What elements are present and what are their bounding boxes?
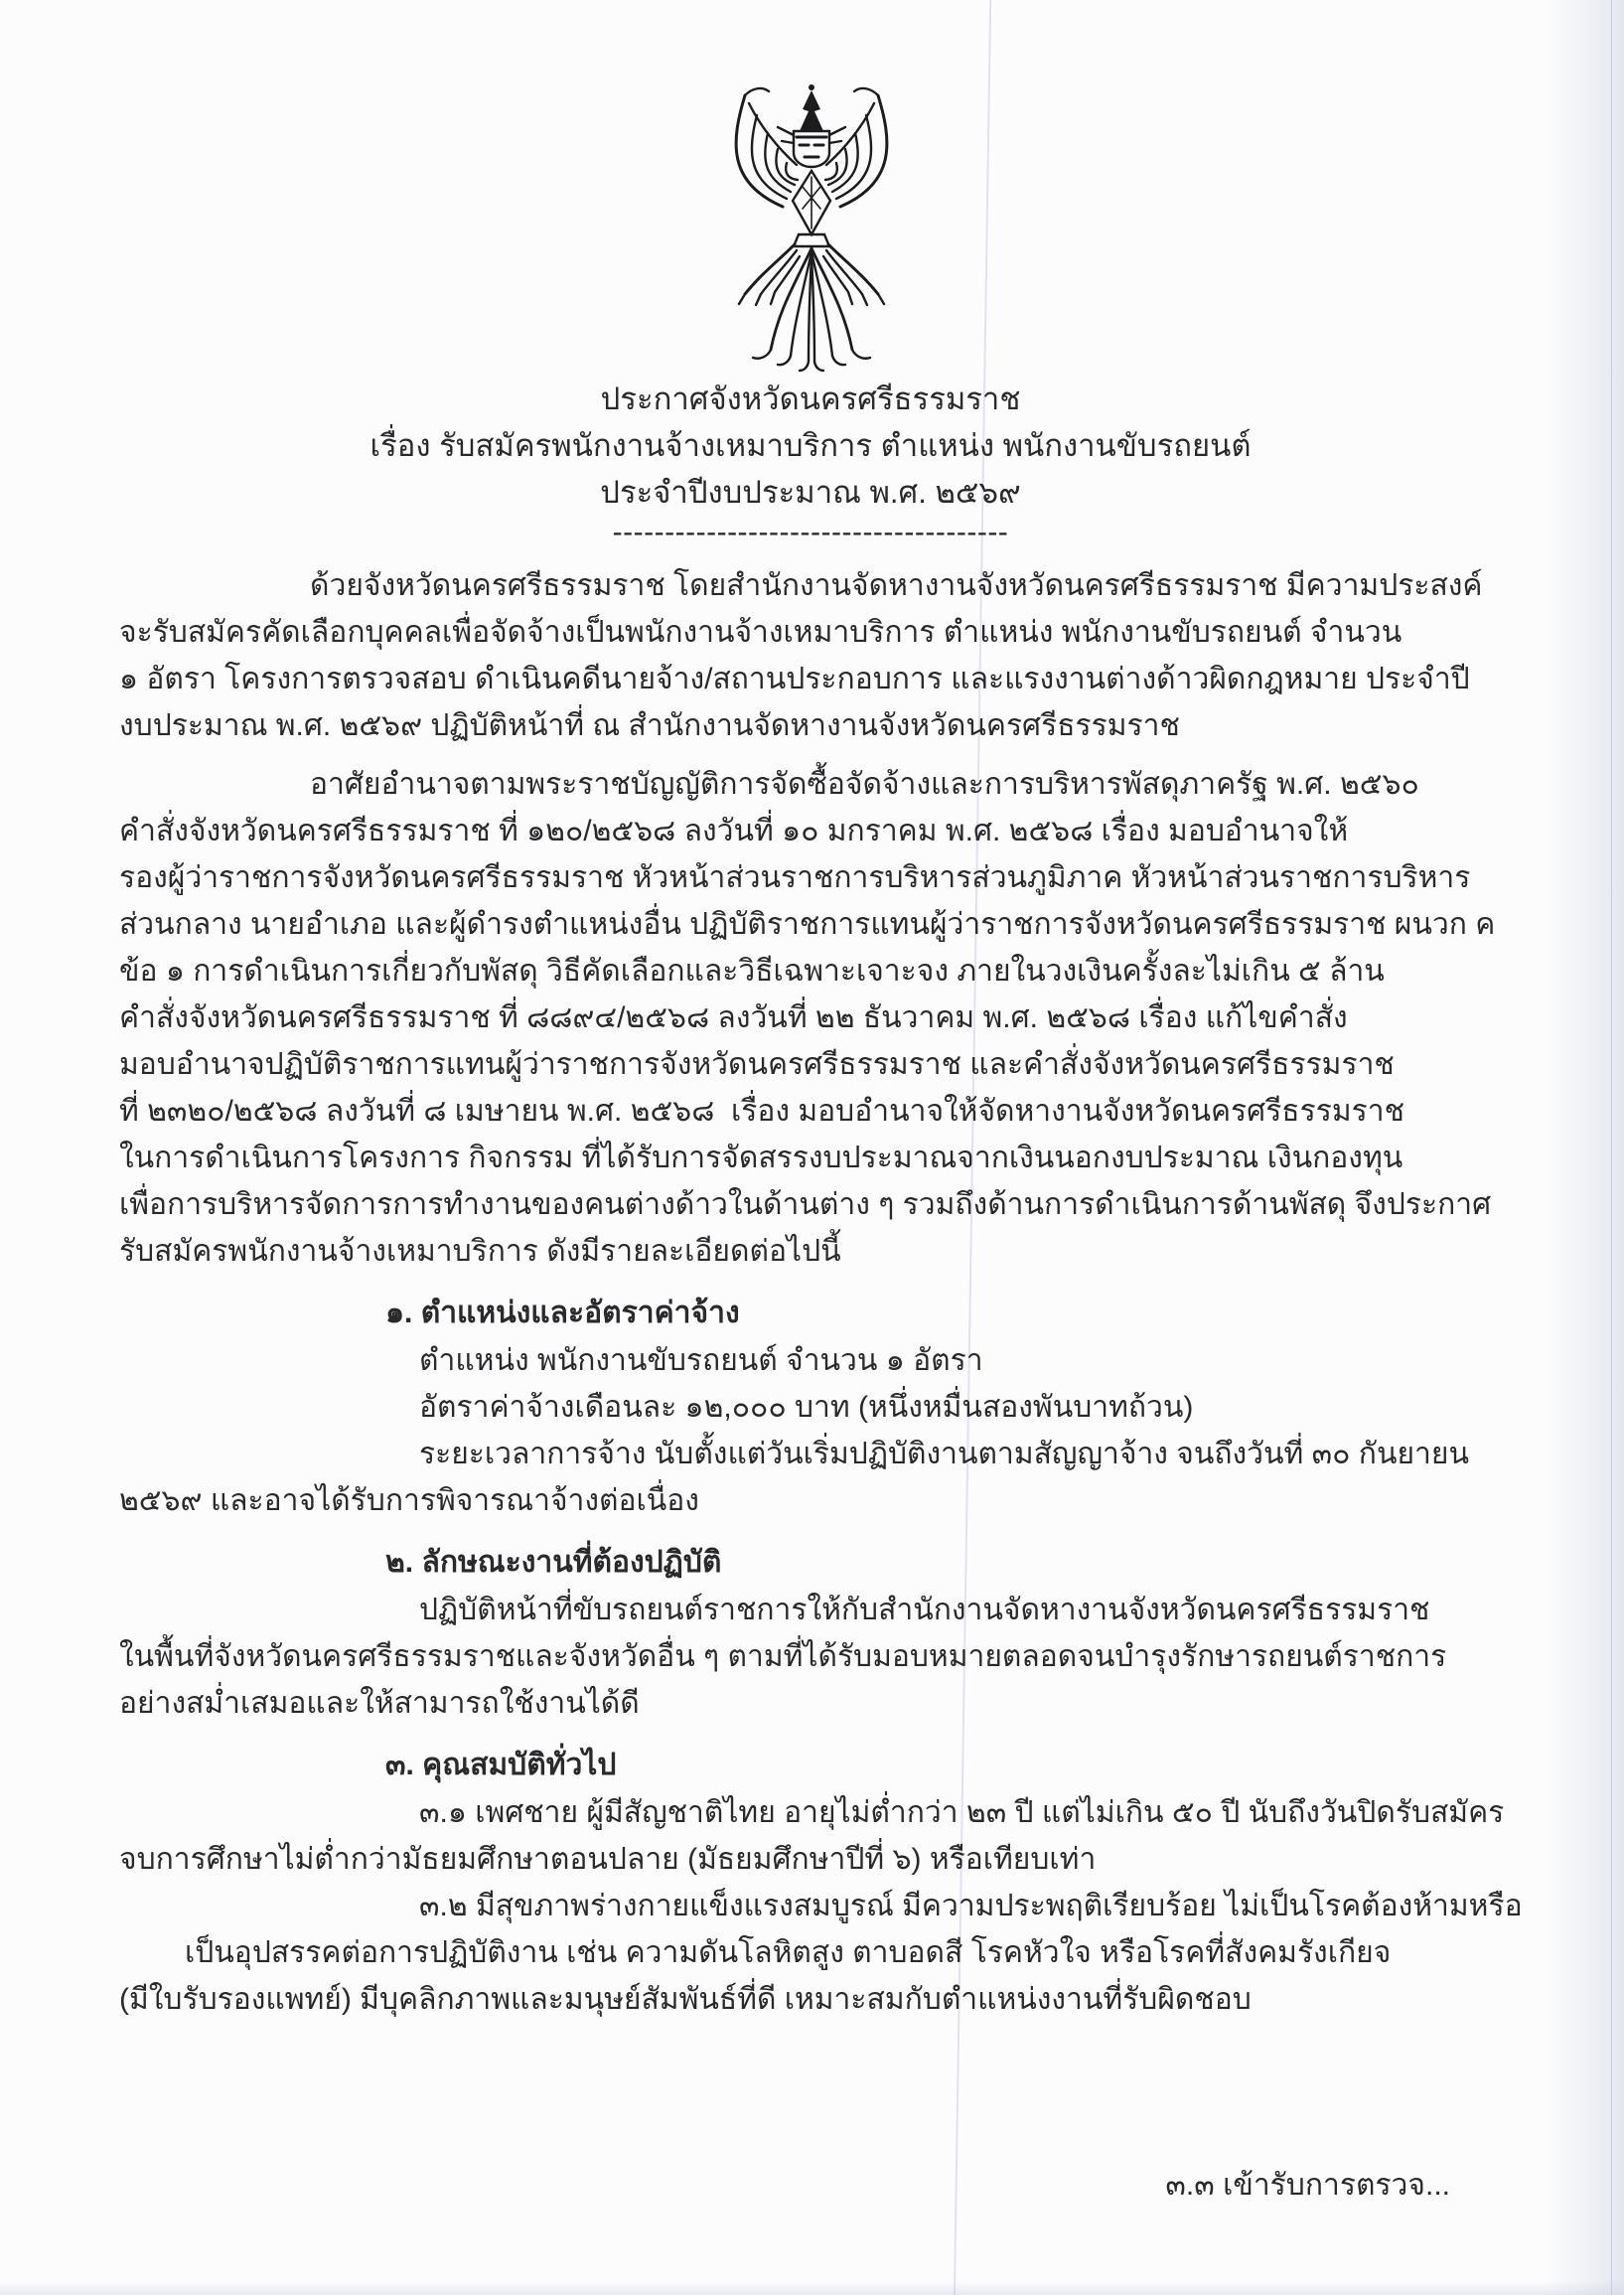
section-3-heading-block xyxy=(119,1742,1502,1788)
section-3-body xyxy=(119,1789,1523,2023)
text-line: ตำแหน่ง พนักงานขับรถยนต์ จำนวน ๑ อัตรา xyxy=(419,1344,983,1377)
text-line: ๒๕๖๙ และอาจได้รับการพิจารณาจ้างต่อเนื่อง xyxy=(119,1484,699,1517)
garuda-emblem-icon xyxy=(687,79,936,374)
text-line: ด้วยจังหวัดนครศรีธรรมราช โดยสำนักงานจัดหางานจังหวัดนครศรีธรรมราช มีความประสงค์ xyxy=(310,569,1483,602)
text-line: จะรับสมัครคัดเลือกบุคคลเพื่อจัดจ้างเป็นพนักงานจ้างเหมาบริการ ตำแหน่ง พนักงานขับรถยนต์ จำนวน xyxy=(119,616,1403,649)
section-1-heading-block xyxy=(119,1290,1502,1336)
scan-edge-line xyxy=(1611,0,1612,2295)
text-line: อัตราค่าจ้างเดือนละ ๑๒,๐๐๐ บาท (หนึ่งหมื่นสองพันบาทถ้วน) xyxy=(419,1391,1194,1424)
section-heading: ๓. คุณสมบัติทั่วไป xyxy=(385,1749,617,1781)
section-heading: ๒. ลักษณะงานที่ต้องปฏิบัติ xyxy=(385,1546,722,1579)
title-block xyxy=(119,376,1502,549)
text-line: ๓.๑ เพศชาย ผู้มีสัญชาติไทย อายุไม่ต่ำกว่า ๒๓ ปี แต่ไม่เกิน ๕๐ ปี นับถึงวันปิดรับสมัคร xyxy=(419,1796,1505,1829)
scan-edge-shadow xyxy=(1547,0,1624,2295)
text-line: ที่ ๒๓๒๐/๒๕๖๘ ลงวันที่ ๘ เมษายน พ.ศ. ๒๕๖๘ เรื่อง มอบอำนาจให้จัดหางานจังหวัดนครศรีธรรมราช xyxy=(119,1095,1404,1128)
continuation-note: ๓.๓ เข้ารับการตรวจ... xyxy=(1165,2169,1450,2202)
text-line: มอบอำนาจปฏิบัติราชการแทนผู้ว่าราชการจังหวัดนครศรีธรรมราช และคำสั่งจังหวัดนครศรีธรรมราช xyxy=(119,1048,1395,1081)
text-line: ข้อ ๑ การดำเนินการเกี่ยวกับพัสดุ วิธีคัดเลือกและวิธีเฉพาะเจาะจง ภายในวงเงินครั้งละไม่เกิน ๕ ล้าน xyxy=(119,955,1385,988)
text-line: ในพื้นที่จังหวัดนครศรีธรรมราชและจังหวัดอื่น ๆ ตามที่ได้รับมอบหมายตลอดจนบำรุงรักษารถยนต์ราชการ xyxy=(119,1640,1447,1673)
text-line: งบประมาณ พ.ศ. ๒๕๖๙ ปฏิบัติหน้าที่ ณ สำนักงานจัดหางานจังหวัดนครศรีธรรมราช xyxy=(119,709,1180,742)
text-line: ๓.๒ มีสุขภาพร่างกายแข็งแรงสมบูรณ์ มีความประพฤติเรียบร้อย ไม่เป็นโรคต้องห้ามหรือ xyxy=(419,1890,1523,1922)
paragraph-intro xyxy=(119,562,1502,749)
text-line: ในการดำเนินการโครงการ กิจกรรม ที่ได้รับการจัดสรรงบประมาณจากเงินนอกงบประมาณ เงินกองทุน xyxy=(119,1142,1403,1174)
section-heading: ๑. ตำแหน่งและอัตราค่าจ้าง xyxy=(385,1297,740,1329)
text-line: เพื่อการบริหารจัดการการทำงานของคนต่างด้าวในด้านต่าง ๆ รวมถึงด้านการดำเนินการด้านพัสดุ จึงประกาศ xyxy=(119,1188,1492,1221)
text-line: ระยะเวลาการจ้าง นับตั้งแต่วันเริ่มปฏิบัติงานตามสัญญาจ้าง จนถึงวันที่ ๓๐ กันยายน xyxy=(419,1438,1469,1470)
text-line: ๑ อัตรา โครงการตรวจสอบ ดำเนินคดีนายจ้าง/สถานประกอบการ และแรงงานต่างด้าวผิดกฎหมาย ประจำปี xyxy=(119,663,1470,695)
section-1-body xyxy=(119,1337,1502,1524)
document-title: ประกาศจังหวัดนครศรีธรรมราช xyxy=(600,382,1021,416)
document-subject: เรื่อง รับสมัครพนักงานจ้างเหมาบริการ ตำแหน่ง พนักงานขับรถยนต์ xyxy=(369,428,1252,463)
paragraph-authority xyxy=(119,761,1502,1275)
text-line: รองผู้ว่าราชการจังหวัดนครศรีธรรมราช หัวหน้าส่วนราชการบริหารส่วนภูมิภาค หัวหน้าส่วนราชการบริหาร xyxy=(119,861,1471,894)
fiscal-year-line: ประจำปีงบประมาณ พ.ศ. ๒๕๖๙ xyxy=(600,475,1021,510)
text-line: เป็นอุปสรรคต่อการปฏิบัติงาน เช่น ความดันโลหิตสูง ตาบอดสี โรคหัวใจ หรือโรคที่สังคมรังเกียจ xyxy=(185,1936,1392,1969)
text-line: คำสั่งจังหวัดนครศรีธรรมราช ที่ ๘๘๙๔/๒๕๖๘ ลงวันที่ ๒๒ ธันวาคม พ.ศ. ๒๕๖๘ เรื่อง แก้ไขคำสั่ง xyxy=(119,1001,1348,1034)
text-line: ปฏิบัติหน้าที่ขับรถยนต์ราชการให้กับสำนักงานจัดหางานจังหวัดนครศรีธรรมราช xyxy=(419,1594,1430,1626)
text-line: อาศัยอำนาจตามพระราชบัญญัติการจัดซื้อจัดจ้างและการบริหารพัสดุภาครัฐ พ.ศ. ๒๕๖๐ xyxy=(310,768,1419,801)
text-line: อย่างสม่ำเสมอและให้สามารถใช้งานได้ดี xyxy=(119,1687,640,1720)
text-line: คำสั่งจังหวัดนครศรีธรรมราช ที่ ๑๒๐/๒๕๖๘ ลงวันที่ ๑๐ มกราคม พ.ศ. ๒๕๖๘ เรื่อง มอบอำนาจให้ xyxy=(119,815,1349,847)
section-2-heading-block xyxy=(119,1539,1502,1586)
section-2-body xyxy=(119,1587,1502,1727)
scan-bottom-shadow xyxy=(0,2281,1624,2295)
text-line: ส่วนกลาง นายอำเภอ และผู้ดำรงตำแหน่งอื่น ปฏิบัติราชการแทนผู้ว่าราชการจังหวัดนครศรีธรรมราช ผนวก ค xyxy=(119,908,1496,941)
text-line: รับสมัครพนักงานจ้างเหมาบริการ ดังมีรายละเอียดต่อไปนี้ xyxy=(119,1235,841,1268)
separator-dashes: -------------------------------------- xyxy=(612,516,1009,548)
text-line: (มีใบรับรองแพทย์) มีบุคลิกภาพและมนุษย์สัมพันธ์ที่ดี เหมาะสมกับตำแหน่งงานที่รับผิดชอบ xyxy=(119,1983,1252,2016)
text-line: จบการศึกษาไม่ต่ำกว่ามัธยมศึกษาตอนปลาย (มัธยมศึกษาปีที่ ๖) หรือเทียบเท่า xyxy=(119,1843,1097,1876)
